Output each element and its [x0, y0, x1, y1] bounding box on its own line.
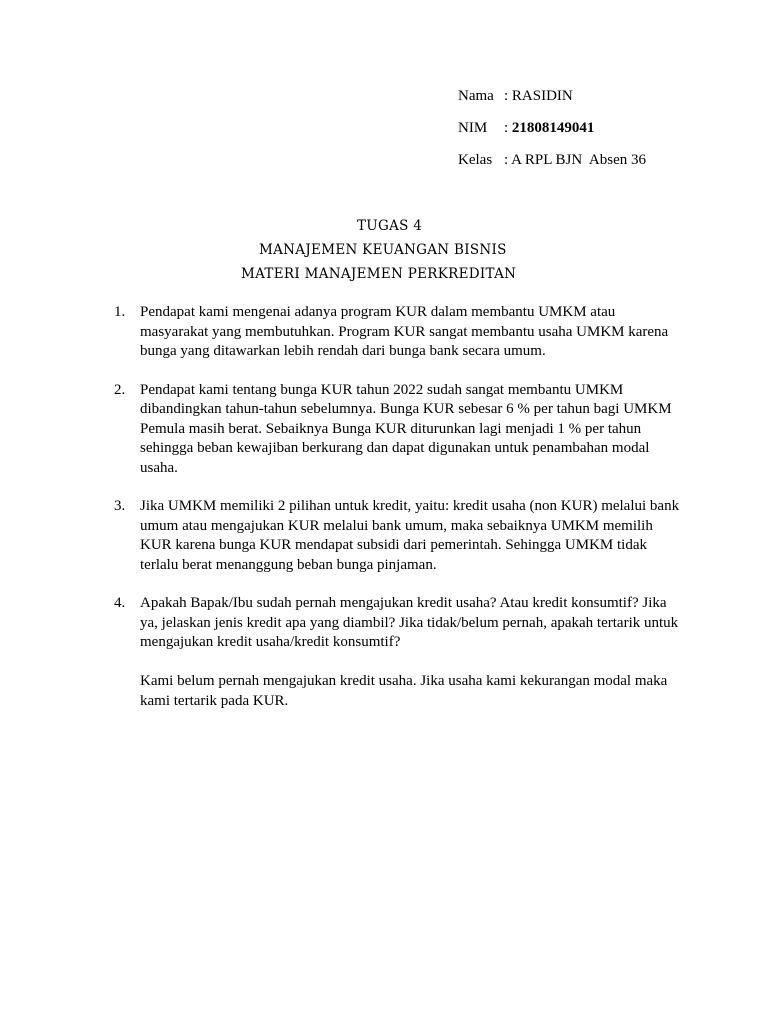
- class-row: [458, 150, 646, 170]
- item-number: 3.: [114, 498, 126, 514]
- student-identity-block: [458, 86, 646, 182]
- item-paragraph: Jika UMKM memiliki 2 pilihan untuk kredit, yaitu: kredit usaha (non KUR) melalui bank umum atau mengajukan KUR melalui bank umum, maka sebaiknya UMKM memilih KUR karena bunga KUR mendapat subsidi dari pemerintah. Sehingga UMKM tidak terlalu berat menanggung beban bunga pinjaman.: [140, 498, 680, 573]
- name-label: Nama: [458, 88, 494, 104]
- item-paragraph: Pendapat kami mengenai adanya program KUR dalam membantu UMKM atau masyarakat yang membutuhkan. Program KUR sangat membantu usaha UMKM karena bunga yang ditawarkan lebih rendah dari bunga bank secara umum.: [140, 304, 669, 359]
- item-question: Apakah Bapak/Ibu sudah pernah mengajukan kredit usaha? Atau kredit konsumtif? Jika ya, jelaskan jenis kredit apa yang diambil? Jika tidak/belum pernah, apakah tertarik untuk mengajukan kredit usaha/kredit konsumtif?: [140, 595, 679, 650]
- assignment-title: TUGAS 4: [357, 218, 423, 234]
- name-value: : RASIDIN: [504, 88, 573, 104]
- document-title-block: [0, 214, 768, 286]
- nim-value: 21808149041: [511, 120, 595, 136]
- list-item: [114, 594, 684, 711]
- class-label: Kelas: [458, 152, 493, 168]
- course-title: MANAJEMEN KEUANGAN BISNIS: [259, 242, 507, 258]
- item-number: 4.: [114, 595, 126, 611]
- list-item: [114, 381, 684, 479]
- nim-colon: :: [504, 120, 512, 136]
- answer-list: [114, 303, 684, 730]
- material-title: MATERI MANAJEMEN PERKREDITAN: [241, 266, 517, 282]
- item-number: 2.: [114, 381, 126, 398]
- list-item: [114, 303, 684, 362]
- list-item: [114, 497, 684, 575]
- item-paragraph: Pendapat kami tentang bunga KUR tahun 2022 sudah sangat membantu UMKM dibandingkan tahun-tahun sebelumnya. Bunga KUR sebesar 6 % per tahun bagi UMKM Pemula masih berat. Sebaiknya Bunga KUR diturunkan lagi menjadi 1 % per tahun sehingga beban kewajiban berkurang dan dapat digunakan untuk penambahan modal usaha.: [140, 381, 672, 476]
- item-answer: Kami belum pernah mengajukan kredit usaha. Jika usaha kami kekurangan modal maka kami tertarik pada KUR.: [140, 673, 668, 709]
- nim-row: [458, 118, 646, 138]
- item-number: 1.: [114, 304, 126, 320]
- class-value: : A RPL BJN Absen 36: [504, 152, 646, 168]
- name-row: [458, 86, 646, 106]
- nim-label: NIM: [458, 120, 488, 136]
